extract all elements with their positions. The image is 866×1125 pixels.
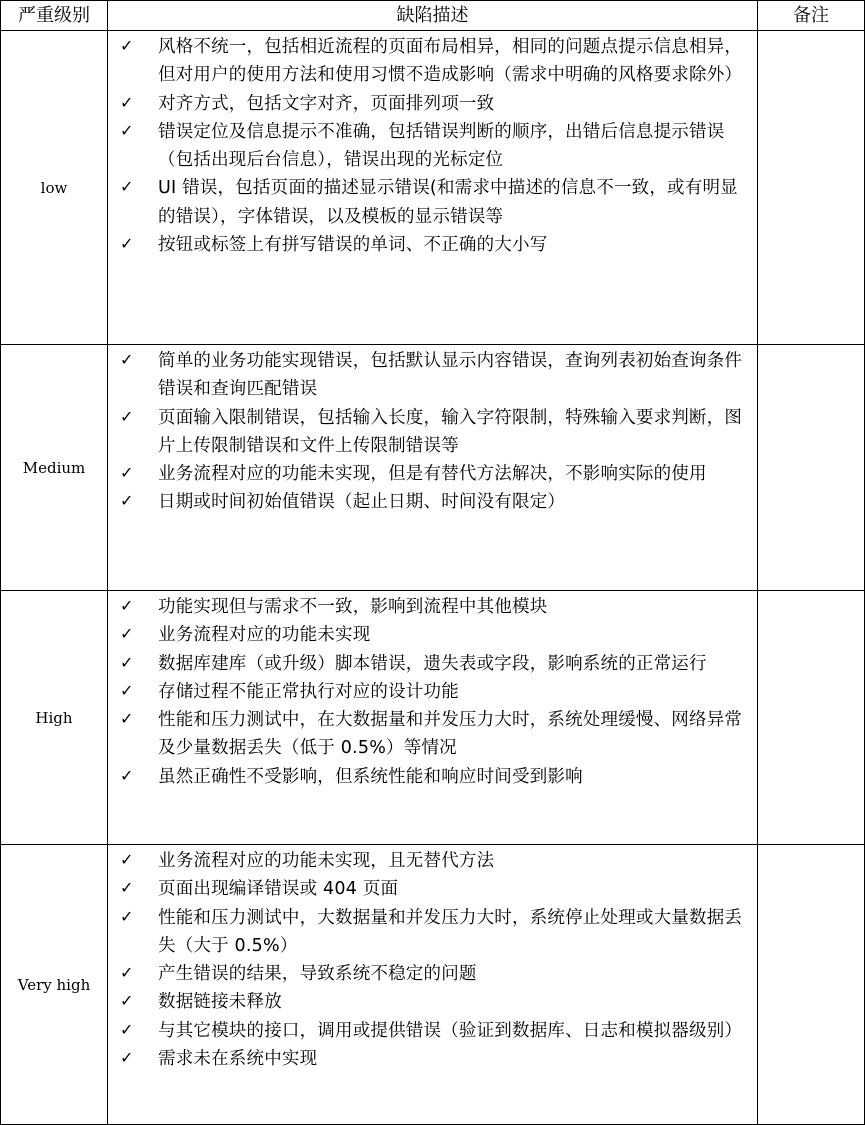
list-item [116, 1045, 751, 1073]
table-header-row [1, 1, 865, 31]
list-item-text: 与其它模块的接口，调用或提供错误（验证到数据库、日志和模拟器级别） [158, 1020, 743, 1041]
list-item-text: 错误定位及信息提示不准确，包括错误判断的顺序，出错后信息提示错误（包括出现后台信息），错误出现的光标定位 [158, 121, 725, 171]
list-item [116, 875, 751, 903]
list-item [116, 90, 751, 118]
list-item [116, 621, 751, 649]
list-item [116, 706, 751, 763]
list-item-text: 存储过程不能正常执行对应的设计功能 [158, 681, 459, 702]
check-icon: ✓ [120, 680, 134, 700]
check-icon: ✓ [120, 709, 134, 729]
check-icon: ✓ [120, 120, 134, 140]
list-item-text: 页面出现编译错误或 404 页面 [158, 879, 399, 900]
check-icon: ✓ [120, 234, 134, 254]
check-icon: ✓ [120, 991, 134, 1011]
defect-list [116, 33, 751, 259]
check-icon: ✓ [120, 878, 134, 898]
list-item-text: 简单的业务功能实现错误，包括默认显示内容错误，查询列表初始查询条件错误和查询匹配错误 [158, 351, 743, 400]
check-icon: ✓ [120, 36, 134, 55]
list-item [116, 678, 751, 706]
check-icon: ✓ [120, 463, 134, 483]
check-icon: ✓ [120, 596, 134, 615]
note-cell [758, 591, 865, 845]
list-item-text: 日期或时间初始值错误（起止日期、时间没有限定） [158, 492, 566, 513]
defect-description-cell [108, 591, 758, 845]
severity-level-cell: High [1, 591, 108, 845]
header-severity-level: 严重级别 [1, 1, 108, 31]
list-item-text: 风格不统一，包括相近流程的页面布局相异，相同的问题点提示信息相异，但对用户的使用方法和使用习惯不造成影响（需求中明确的风格要求除外） [158, 37, 743, 86]
list-item [116, 763, 751, 791]
list-item-text: UI 错误，包括页面的描述显示错误(和需求中描述的信息不一致，或有明显的错误），字体错误，以及模板的显示错误等 [158, 178, 738, 227]
defect-description-cell [108, 845, 758, 1125]
list-item [116, 118, 751, 175]
list-item-text: 虽然正确性不受影响，但系统性能和响应时间受到影响 [158, 766, 583, 787]
list-item-text: 数据库建库（或升级）脚本错误，遗失表或字段，影响系统的正常运行 [158, 653, 707, 674]
list-item [116, 347, 751, 404]
check-icon: ✓ [120, 177, 134, 197]
list-item-text: 业务流程对应的功能未实现 [158, 625, 371, 646]
severity-level-cell: Very high [1, 845, 108, 1125]
table-row-very-high [1, 845, 865, 1125]
list-item-text: 页面输入限制错误，包括输入长度，输入字符限制，特殊输入要求判断，图片上传限制错误和文件上传限制错误等 [158, 407, 743, 456]
defect-description-cell [108, 345, 758, 591]
table-row-medium [1, 345, 865, 591]
list-item [116, 174, 751, 231]
list-item [116, 33, 751, 90]
list-item [116, 1017, 751, 1045]
list-item [116, 231, 751, 259]
list-item [116, 847, 751, 875]
note-cell [758, 345, 865, 591]
check-icon: ✓ [120, 406, 134, 426]
list-item [116, 593, 751, 621]
check-icon: ✓ [120, 963, 134, 983]
table-row-low [1, 31, 865, 345]
list-item-text: 性能和压力测试中，大数据量和并发压力大时，系统停止处理或大量数据丢失（大于 0.5%） [158, 907, 743, 956]
check-icon: ✓ [120, 92, 134, 112]
list-item [116, 988, 751, 1016]
check-icon: ✓ [120, 906, 134, 926]
defect-list [116, 347, 751, 517]
defect-list [116, 847, 751, 1073]
list-item [116, 460, 751, 488]
list-item-text: 产生错误的结果，导致系统不稳定的问题 [158, 964, 477, 985]
check-icon: ✓ [120, 350, 134, 369]
list-item [116, 488, 751, 516]
check-icon: ✓ [120, 624, 134, 644]
list-item-text: 业务流程对应的功能未实现，且无替代方法 [158, 851, 495, 871]
note-cell [758, 845, 865, 1125]
check-icon: ✓ [120, 491, 134, 511]
note-cell [758, 31, 865, 345]
list-item-text: 按钮或标签上有拼写错误的单词、不正确的大小写 [158, 235, 548, 256]
table-row-high [1, 591, 865, 845]
defect-description-cell [108, 31, 758, 345]
list-item-text: 业务流程对应的功能未实现，但是有替代方法解决，不影响实际的使用 [158, 464, 707, 485]
header-note: 备注 [758, 1, 865, 31]
check-icon: ✓ [120, 1019, 134, 1039]
list-item-text: 功能实现但与需求不一致，影响到流程中其他模块 [158, 597, 548, 617]
list-item [116, 904, 751, 961]
list-item [116, 404, 751, 461]
list-item-text: 对齐方式，包括文字对齐，页面排列项一致 [158, 93, 495, 114]
list-item-text: 需求未在系统中实现 [158, 1049, 318, 1070]
list-item-text: 数据链接未释放 [158, 992, 282, 1013]
severity-level-cell: low [1, 31, 108, 345]
defect-list [116, 593, 751, 791]
header-defect-description: 缺陷描述 [108, 1, 758, 31]
severity-level-cell: Medium [1, 345, 108, 591]
list-item [116, 650, 751, 678]
list-item-text: 性能和压力测试中，在大数据量和并发压力大时，系统处理缓慢、网络异常及少量数据丢失（低于 0.5%）等情况 [158, 710, 743, 759]
check-icon: ✓ [120, 850, 134, 869]
check-icon: ✓ [120, 765, 134, 785]
check-icon: ✓ [120, 652, 134, 672]
list-item [116, 960, 751, 988]
check-icon: ✓ [120, 1048, 134, 1068]
